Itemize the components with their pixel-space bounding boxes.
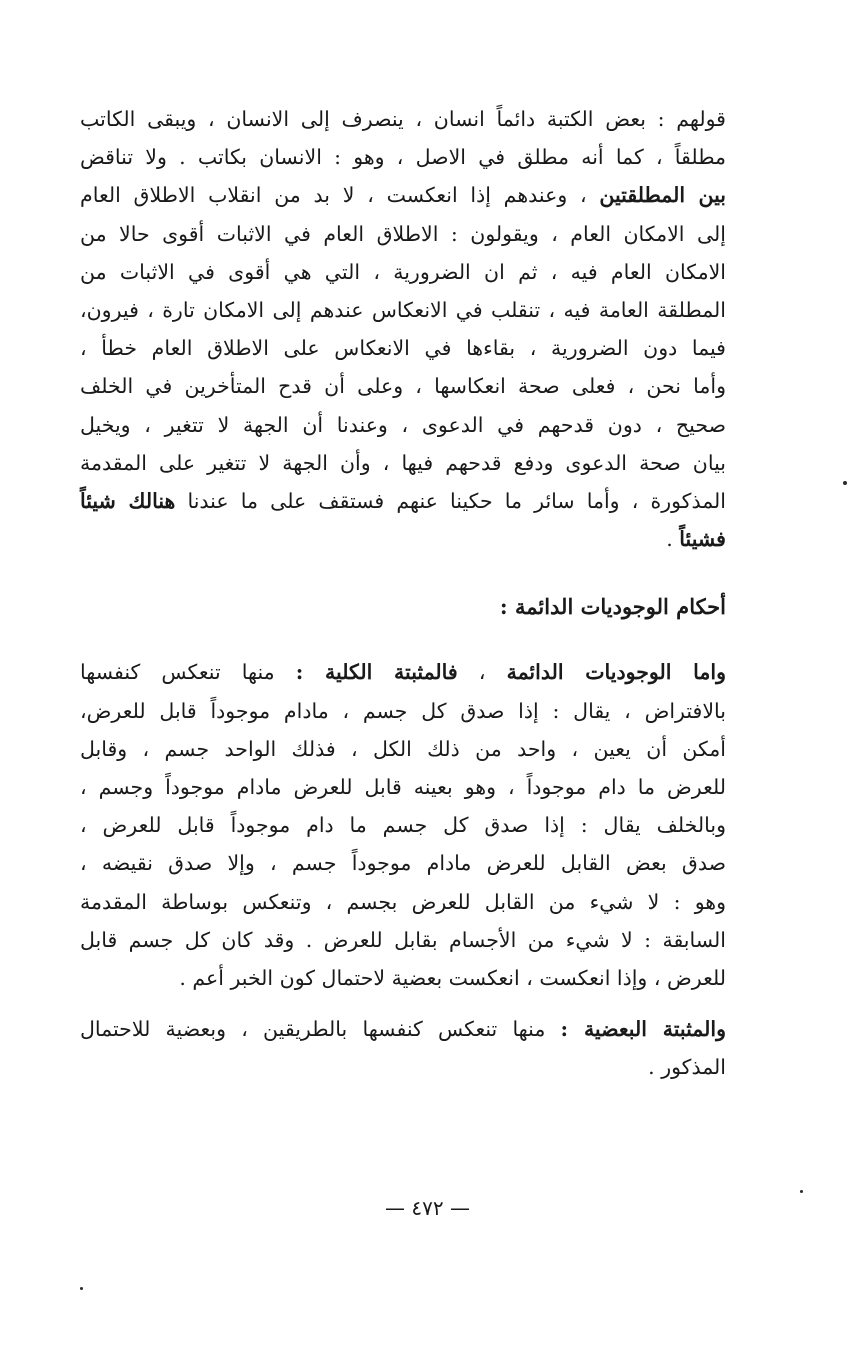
page-number: — ٤٧٢ — — [385, 1196, 470, 1220]
text-fragment: المذكورة ، وأما سائر ما حكينا عنهم فستقف على ما عندنا — [175, 489, 726, 514]
text-fragment: منها تنعكس كنفسها بالطريقين ، وبعضية للاحتمال — [80, 1017, 561, 1042]
text-line: وبالخلف يقال : إذا صدق كل جسم ما دام موجوداً قابل للعرض ، — [80, 813, 726, 838]
bold-phrase: بين المطلقتين — [599, 183, 726, 208]
paragraph-partial-affirmative — [80, 1010, 726, 1086]
bold-phrase: هنالك شيئاً — [80, 489, 176, 514]
bold-phrase: فشيئاً — [679, 527, 726, 552]
scan-speck — [843, 481, 847, 485]
section-heading: أحكام الوجوديات الدائمة : — [499, 594, 726, 620]
text-line: الامكان العام فيه ، ثم ان الضرورية ، التي هي أقوى في الاثبات من — [80, 259, 726, 284]
text-line: السابقة : لا شيء من الأجسام بقابل للعرض . وقد كان كل جسم قابل — [80, 927, 726, 952]
bold-phrase: فالمثبتة الكلية : — [295, 660, 458, 685]
text-line: بالافتراض ، يقال : إذا صدق كل جسم ، مادام موجوداً قابل للعرض، — [80, 698, 726, 723]
text-line — [80, 1010, 726, 1048]
text-line: وأما نحن ، فعلى صحة انعكاسها ، وعلى أن قدح المتأخرين في الخلف — [80, 374, 726, 399]
bold-phrase: والمثبتة البعضية : — [560, 1017, 726, 1042]
text-line — [80, 653, 726, 691]
text-line: للعرض ما دام موجوداً ، وهو بعينه قابل للعرض مادام موجوداً وجسم ، — [80, 775, 726, 800]
text-line: صحيح ، دون قدحهم في الدعوى ، وعندنا أن الجهة لا تتغير ، ويخيل — [80, 412, 726, 437]
text-line — [80, 520, 726, 558]
text-line: وهو : لا شيء من القابل للعرض بجسم ، وتنعكس بوساطة المقدمة — [80, 889, 726, 914]
document-page — [80, 100, 726, 1087]
text-line: فيما دون الضرورية ، بقاءها في الانعكاس على الاطلاق العام خطأ ، — [80, 336, 726, 361]
text-line: المطلقة العامة فيه ، تنقلب في الانعكاس عندهم إلى الامكان تارة ، فيرون، — [80, 298, 726, 323]
text-line — [80, 176, 726, 214]
text-line: إلى الامكان العام ، ويقولون : الاطلاق العام في الاثبات أقوى حالا من — [80, 221, 726, 246]
scan-speck — [800, 1190, 803, 1193]
text-line: بيان صحة الدعوى ودفع قدحهم فيها ، وأن الجهة لا تتغير على المقدمة — [80, 450, 726, 475]
bold-phrase: واما الوجوديات الدائمة — [506, 660, 726, 685]
text-line: مطلقاً ، كما أنه مطلق في الاصل ، وهو : الانسان بكاتب . ولا تناقض — [80, 145, 726, 170]
text-line: للعرض ، وإذا انعكست ، انعكست بعضية لاحتمال كون الخبر أعم . — [179, 966, 726, 991]
text-line: أمكن أن يعين ، واحد من ذلك الكل ، فذلك الواحد جسم ، وقابل — [80, 736, 726, 761]
text-fragment: ، وعندهم إذا انعكست ، لا بد من انقلاب الاطلاق العام — [80, 183, 600, 208]
text-line — [80, 482, 726, 520]
text-line: المذكور . — [648, 1055, 726, 1080]
text-fragment: منها تنعكس كنفسها — [80, 660, 296, 685]
paragraph-intro — [80, 100, 726, 558]
scan-speck — [80, 1287, 83, 1290]
paragraph-permanent-existentials — [80, 653, 726, 997]
text-line: صدق بعض القابل للعرض مادام موجوداً جسم ، وإلا صدق نقيضه ، — [80, 851, 726, 876]
text-line: قولهم : بعض الكتبة دائماً انسان ، ينصرف إلى الانسان ، ويبقى الكاتب — [80, 107, 726, 131]
text-fragment: . — [666, 527, 680, 552]
text-fragment: ، — [457, 660, 507, 685]
